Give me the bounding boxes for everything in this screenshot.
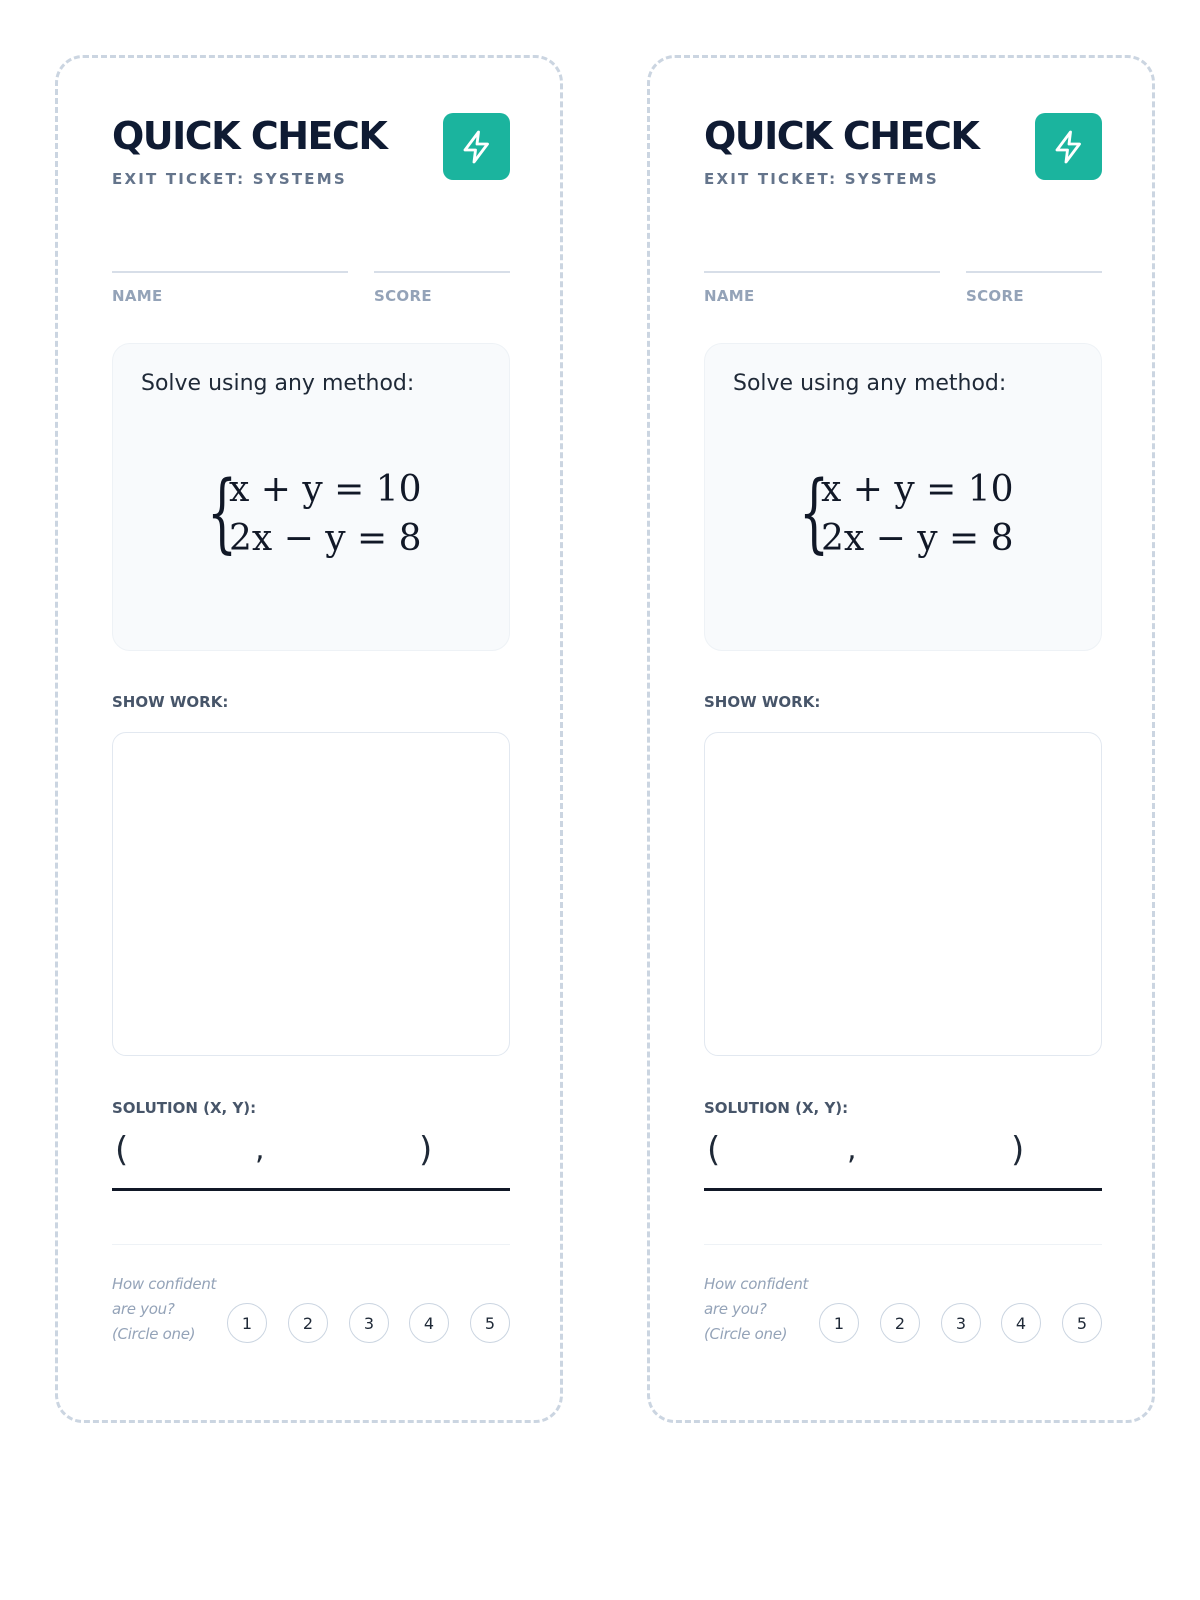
ticket-subtitle: EXIT TICKET: SYSTEMS xyxy=(704,170,939,188)
ticket-subtitle: EXIT TICKET: SYSTEMS xyxy=(112,170,347,188)
confidence-option-4[interactable]: 4 xyxy=(1001,1303,1041,1343)
solution-field[interactable] xyxy=(704,1130,1102,1174)
confidence-option-3[interactable]: 3 xyxy=(941,1303,981,1343)
solution-label: SOLUTION (X, Y): xyxy=(704,1099,849,1117)
curly-brace-icon: { xyxy=(207,463,238,563)
ticket-title: QUICK CHECK xyxy=(704,114,979,158)
solution-open-paren: ( xyxy=(115,1130,129,1170)
confidence-option-1[interactable]: 1 xyxy=(227,1303,267,1343)
lightning-bolt-icon xyxy=(1051,129,1087,165)
ticket-title: QUICK CHECK xyxy=(112,114,387,158)
show-work-area[interactable] xyxy=(112,732,510,1056)
solution-underline xyxy=(704,1188,1102,1191)
solution-comma: , xyxy=(255,1132,265,1167)
name-label: NAME xyxy=(112,287,163,305)
score-label: SCORE xyxy=(966,287,1024,305)
name-label: NAME xyxy=(704,287,755,305)
confidence-option-2[interactable]: 2 xyxy=(288,1303,328,1343)
confidence-label: How confident are you? (Circle one) xyxy=(112,1275,217,1343)
problem-prompt: Solve using any method: xyxy=(733,371,1007,396)
name-line[interactable] xyxy=(704,271,940,273)
exit-ticket-card xyxy=(55,55,563,1423)
problem-prompt: Solve using any method: xyxy=(141,371,415,396)
divider xyxy=(704,1244,1102,1245)
confidence-option-1[interactable]: 1 xyxy=(819,1303,859,1343)
equation-system xyxy=(207,463,427,569)
solution-close-paren: ) xyxy=(419,1130,433,1170)
confidence-option-4[interactable]: 4 xyxy=(409,1303,449,1343)
confidence-option-2[interactable]: 2 xyxy=(880,1303,920,1343)
show-work-label: SHOW WORK: xyxy=(112,693,229,711)
problem-box xyxy=(704,343,1102,651)
equation-system xyxy=(799,463,1019,569)
score-line[interactable] xyxy=(374,271,510,273)
solution-open-paren: ( xyxy=(707,1130,721,1170)
equation-2: 2x − y = 8 xyxy=(821,518,1014,559)
confidence-option-3[interactable]: 3 xyxy=(349,1303,389,1343)
equation-2: 2x − y = 8 xyxy=(229,518,422,559)
exit-ticket-card xyxy=(647,55,1155,1423)
solution-underline xyxy=(112,1188,510,1191)
show-work-label: SHOW WORK: xyxy=(704,693,821,711)
lightning-bolt-icon xyxy=(459,129,495,165)
problem-box xyxy=(112,343,510,651)
score-line[interactable] xyxy=(966,271,1102,273)
lightning-badge xyxy=(1035,113,1102,180)
solution-field[interactable] xyxy=(112,1130,510,1174)
name-line[interactable] xyxy=(112,271,348,273)
show-work-area[interactable] xyxy=(704,732,1102,1056)
solution-label: SOLUTION (X, Y): xyxy=(112,1099,257,1117)
confidence-option-5[interactable]: 5 xyxy=(1062,1303,1102,1343)
confidence-label: How confident are you? (Circle one) xyxy=(704,1275,809,1343)
confidence-option-5[interactable]: 5 xyxy=(470,1303,510,1343)
solution-comma: , xyxy=(847,1132,857,1167)
equation-1: x + y = 10 xyxy=(229,469,422,510)
divider xyxy=(112,1244,510,1245)
curly-brace-icon: { xyxy=(799,463,830,563)
score-label: SCORE xyxy=(374,287,432,305)
lightning-badge xyxy=(443,113,510,180)
solution-close-paren: ) xyxy=(1011,1130,1025,1170)
equation-1: x + y = 10 xyxy=(821,469,1014,510)
